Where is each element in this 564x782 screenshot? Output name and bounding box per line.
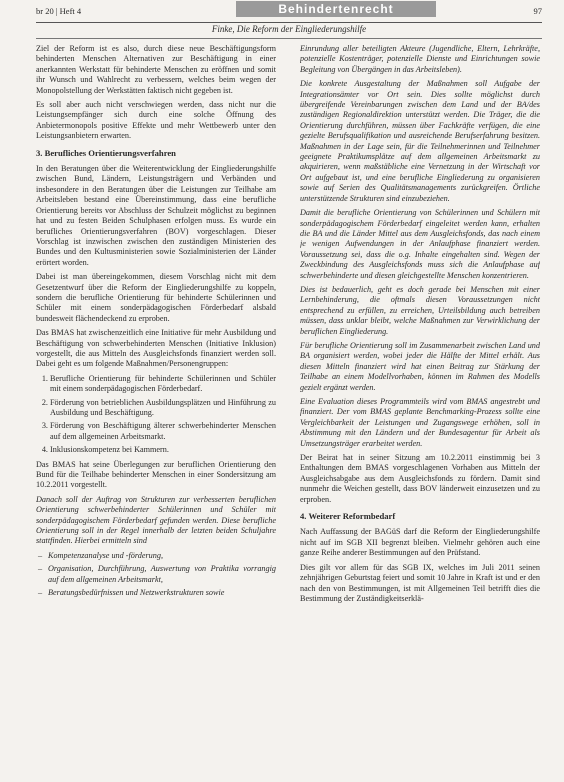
paragraph: Es soll aber auch nicht verschwiegen werden, dass nicht nur die Leistungsempfänger sich durch eine solche Öffnung des Anbietermonopols positive Effekte und mehr Wettbewerb unter den Leistungsanbietern erwarten. (36, 100, 276, 141)
paragraph: Ziel der Reform ist es also, durch diese neue Beschäftigungsform behinderten Menschen Alternativen zur Beschäftigung in einer anerkannten Werkstatt für behinderte Menschen zu eröffnen und somit ihr Wunsch und Wahlrecht zu verbessern, welches beim wegen der Monopolstellung der Werkstätten faktisch nicht gegeben ist. (36, 44, 276, 95)
paragraph: Dies ist bedauerlich, geht es doch gerade bei Menschen mit einer Lernbehinderung, die oftmals diesen Voraussetzungen nicht entsprechend zu erfüllen, zu erreichen, Urteilsbildung auch betreiben müssen, dass unklar bleibt, welche Maßnahmen zur Verwirklichung der beruflichen Eingliederung. (300, 284, 540, 336)
journal-title: Behindertenrecht (236, 1, 436, 17)
paragraph: Dies gilt vor allem für das SGB IX, welches im Juli 2011 seinen zehnjährigen Geburtstag feiert und somit 10 Jahre in Kraft ist und er den nach den von Bestimmungen, ist mit Allgemeinen Teil betrifft dies die Bestimmung der Zuständigkeitserklä- (300, 562, 540, 603)
paragraph: Danach soll der Auftrag von Strukturen zur verbesserten beruflichen Orientierung schwerbehinderter Schülerinnen und Schüler mit sonderpädagogischem Förderbedarf gefunden werden. Diese berufliche Orientierung soll in der Regel innerhalb der letzten beiden Schuljahre stattfinden. Hierbei ermitteln sind (36, 494, 276, 546)
list-item: – Kompetenzanalyse und -förderung, (48, 551, 276, 561)
paragraph: Das BMAS hat zwischenzeitlich eine Initiative für mehr Ausbildung und Beschäftigung von schwerbehinderten Menschen (Initiative Inklusion) vorgestellt, die aus Mitteln des Ausgleichsfonds finanziert werden soll. Dabei geht es um folgende Maßnahmen/Personengruppen: (36, 328, 276, 369)
article-running-title: Finke, Die Reform der Eingliederungshilfe (36, 24, 542, 39)
running-header (36, 0, 542, 23)
paragraph: Die konkrete Ausgestaltung der Maßnahmen soll Aufgabe der Integrationsämter vor Ort sein. Dies sollte möglichst durch übergreifende Vereinbarungen zwischen dem Land und der BA/des zuständigen Regionaldirektion unterstützt werden. Die Träger, die die Orientierung durchführen, müssen über Fachkräfte verfügen, die eine gezielte Berufsqualifikation und ausreichende Berufserfahrung besitzen. Maßnahmen in der Lage sein, für die Teilnehmerinnen und Teilnehmer geeignete Praktikumsplätze auf dem allgemeinen Arbeitsmarkt zu akquirieren, wenn maßstäbliche eine Vernetzung in der Wirtschaft vor Ort aufgebaut ist, und eine berufliche Eingliederung zu organisieren sowie auf Serien des Qualitätsmanagements zurückgreifen. Örtliche unterstützende Strukturen sind einzubeziehen. (300, 79, 540, 203)
list-item: 3. Förderung von Beschäftigung älterer schwerbehinderter Menschen auf dem allgemeinen Arbeitsmarkt. (50, 421, 276, 442)
paragraph: Damit die berufliche Orientierung von Schülerinnen und Schülern mit sonderpädagogischem Förderbedarf eingeleitet werden kann, erhalten die BA und die Länder Mittel aus dem Ausgleichsfonds, das nach einem je wenigen Aufwendungen in der Anlaufphase finanziert werden. Voraussetzung sei, dass die o.g. Inhalte eingehalten sind. Wegen der Zweckbindung des Ausgleichsfonds muss sich die Anlaufphase auf schwerbehinderte und diesen gleichgestellte Menschen konzentrieren. (300, 208, 540, 280)
paragraph: In den Beratungen über die Weiterentwicklung der Eingliederungshilfe zwischen Bund, Ländern, Leistungsträgern und Verbänden und insbesondere in den Beratungen über die Leistungen zur Teilhabe am Arbeitsleben bestand eine Übereinstimmung, dass eine berufliche Orientierung bereits vor Abschluss der Schulzeit möglichst zu beginnen hat und zu festen Beiden Schulphasen erfolgen muss. Es wurde ein berufliches Orientierungsverfahren (BOV) vorgeschlagen. Dieser Vorschlag ist inzwischen zwischen den zuständigen Ministerien des Bundes und den Kultusministerien sowie Sozialministerien der Länder erörtert worden. (36, 164, 276, 267)
section-heading: 3. Berufliches Orientierungsverfahren (36, 147, 176, 158)
paragraph: Das BMAS hat seine Überlegungen zur beruflichen Orientierung den Bund für die Teilhabe behinderter Menschen in einer Sondersitzung am 10.2.2011 vorgestellt. (36, 459, 276, 490)
list-item: 4. Inklusionskompetenz bei Kammern. (50, 445, 276, 455)
paragraph: Dabei ist man übereingekommen, diesem Vorschlag nicht mit dem Gesetzentwurf über die Reform der Eingliederungshilfe zu koppeln, sondern die berufliche Orientierung für behinderte Schülerinnen und Schüler mit einem sonderpädagogischen Förderbedarf alsbald bundesweit flächendeckend zu erproben. (36, 272, 276, 323)
right-column (300, 44, 540, 778)
page-number: 97 (533, 6, 542, 16)
paragraph: Eine Evaluation dieses Programmteils wird vom BMAS angestrebt und finanziert. Der vom BMAS geplante Benchmarking-Prozess sollte eine Vergleichbarkeit der Leistungen und Zugangswege erhöhen, soll in Abstimmung mit den Ländern und der Bundesagentur für Arbeit als Umsetzungsträger erarbeitet werden. (300, 397, 540, 448)
left-column (36, 44, 276, 778)
paragraph: Für berufliche Orientierung soll im Zusammenarbeit zwischen Land und BA organisiert werden, wobei jeder die Hälfte der Mittel erhält. Aus diesen Mitteln finanziert wird hat einen Beitrag zur Stärkung der Teilhabe an einem Modellvorhaben, können im Rahmen des Modells gezielt ergänzt werden. (300, 340, 540, 392)
list-item: – Organisation, Durchführung, Auswertung von Praktika vorrangig auf dem allgemeinen Arbeitsmarkt, (48, 564, 276, 585)
paragraph: Nach Auffassung der BAGüS darf die Reform der Eingliederungshilfe nicht auf im SGB XII begrenzt bleiben. Vielmehr gehören auch eine ganze Reihe anderer Bestimmungen auf den Prüfstand. (300, 527, 540, 558)
paragraph: Der Beirat hat in seiner Sitzung am 10.2.2011 einstimmig bei 3 Enthaltungen dem BMAS vorgeschlagenen Vorhaben aus Mitteln der Ausgleichsabgabe aus dem Ausgleichsfonds zu fördern. Damit sind nunmehr die Weichen gestellt, dass BOV länderweit einzusetzen und zu erproben. (300, 453, 540, 504)
list-item: 2. Förderung von betrieblichen Ausbildungsplätzen und Hinführung zu Ausbildung und Beschäftigung. (50, 398, 276, 419)
section-heading: 4. Weiterer Reformbedarf (300, 511, 396, 522)
list-item: 1. Berufliche Orientierung für behinderte Schülerinnen und Schüler mit einem sonderpädagogischen Förderbedarf. (50, 374, 276, 395)
issue-label: br 20 | Heft 4 (36, 6, 82, 16)
list-item: – Beratungsbedürfnissen und Netzwerkstrukturen sowie (48, 588, 276, 598)
numbered-list (36, 374, 276, 456)
dash-list (36, 551, 276, 599)
paragraph: Einrundung aller beteiligten Akteure (Jugendliche, Eltern, Lehrkräfte, potenzielle Kostenträger, potenzielle Dienste und Einrichtungen sowie Begleitung von Übergängen in das Arbeitsleben). (300, 44, 540, 74)
